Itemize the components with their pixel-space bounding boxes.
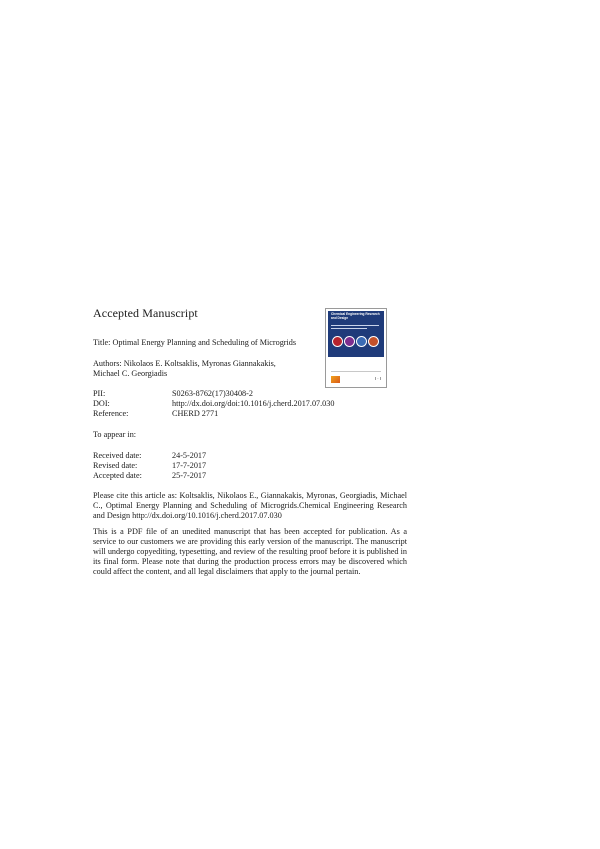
accepted-date-value: 25-7-2017 [172, 471, 207, 480]
page-heading: Accepted Manuscript [93, 306, 198, 320]
cover-image-4 [368, 336, 379, 347]
cover-journal-title: Chemical Engineering Research and Design [331, 312, 380, 320]
pii-row [93, 389, 253, 399]
doi-label: DOI: [93, 399, 110, 408]
cover-footer-mark: I ∙ I [374, 376, 381, 381]
cover-image-2 [344, 336, 355, 347]
revised-date-value: 17-7-2017 [172, 461, 207, 470]
accepted-date-label: Accepted date: [93, 471, 142, 480]
pii-value: S0263-8762(17)30408-2 [172, 389, 253, 398]
publisher-logo-icon [331, 376, 340, 383]
cover-subtitle-rule [331, 328, 367, 329]
cover-image-3 [356, 336, 367, 347]
reference-row [93, 409, 218, 419]
citation-paragraph: Please cite this article as: Koltsaklis, Nikolaos E., Giannakakis, Myronas, Georgiadis, Michael C., Optimal Energy Planning and Scheduling of Microgrids.Chemical Engineering Research and Design http://dx.doi.org/10.1016/j.cherd.2017.07.030 [93, 491, 407, 520]
doi-row [93, 399, 334, 409]
received-date-value: 24-5-2017 [172, 451, 207, 460]
article-title-line: Title: Optimal Energy Planning and Scheduling of Microgrids [93, 338, 297, 347]
journal-cover-thumbnail [325, 308, 387, 388]
cover-subtitle-rule [331, 325, 379, 326]
revised-date-row [93, 461, 206, 471]
reference-value: CHERD 2771 [172, 409, 219, 418]
accepted-date-row [93, 471, 206, 481]
received-date-row [93, 451, 206, 461]
pii-label: PII: [93, 389, 106, 398]
revised-date-label: Revised date: [93, 461, 138, 470]
authors-line: Authors: Nikolaos E. Koltsaklis, Myronas Giannakakis, [93, 359, 276, 368]
doi-link[interactable]: http://dx.doi.org/doi:10.1016/j.cherd.2017.07.030 [172, 399, 335, 408]
received-date-label: Received date: [93, 451, 142, 460]
reference-label: Reference: [93, 409, 129, 418]
to-appear-label: To appear in: [93, 430, 137, 439]
cover-image-1 [332, 336, 343, 347]
disclaimer-paragraph: This is a PDF file of an unedited manuscript that has been accepted for publication. As a service to our customers we are providing this early version of the manuscript. The manuscript will undergo copyediting, typesetting, and review of the resulting proof before it is published in its final form. Please note that during the production process errors may be discovered which could affect the content, and all legal disclaimers that apply to the journal pertain. [93, 527, 407, 576]
cover-divider [331, 371, 381, 372]
authors-line-continued: Michael C. Georgiadis [93, 369, 168, 378]
